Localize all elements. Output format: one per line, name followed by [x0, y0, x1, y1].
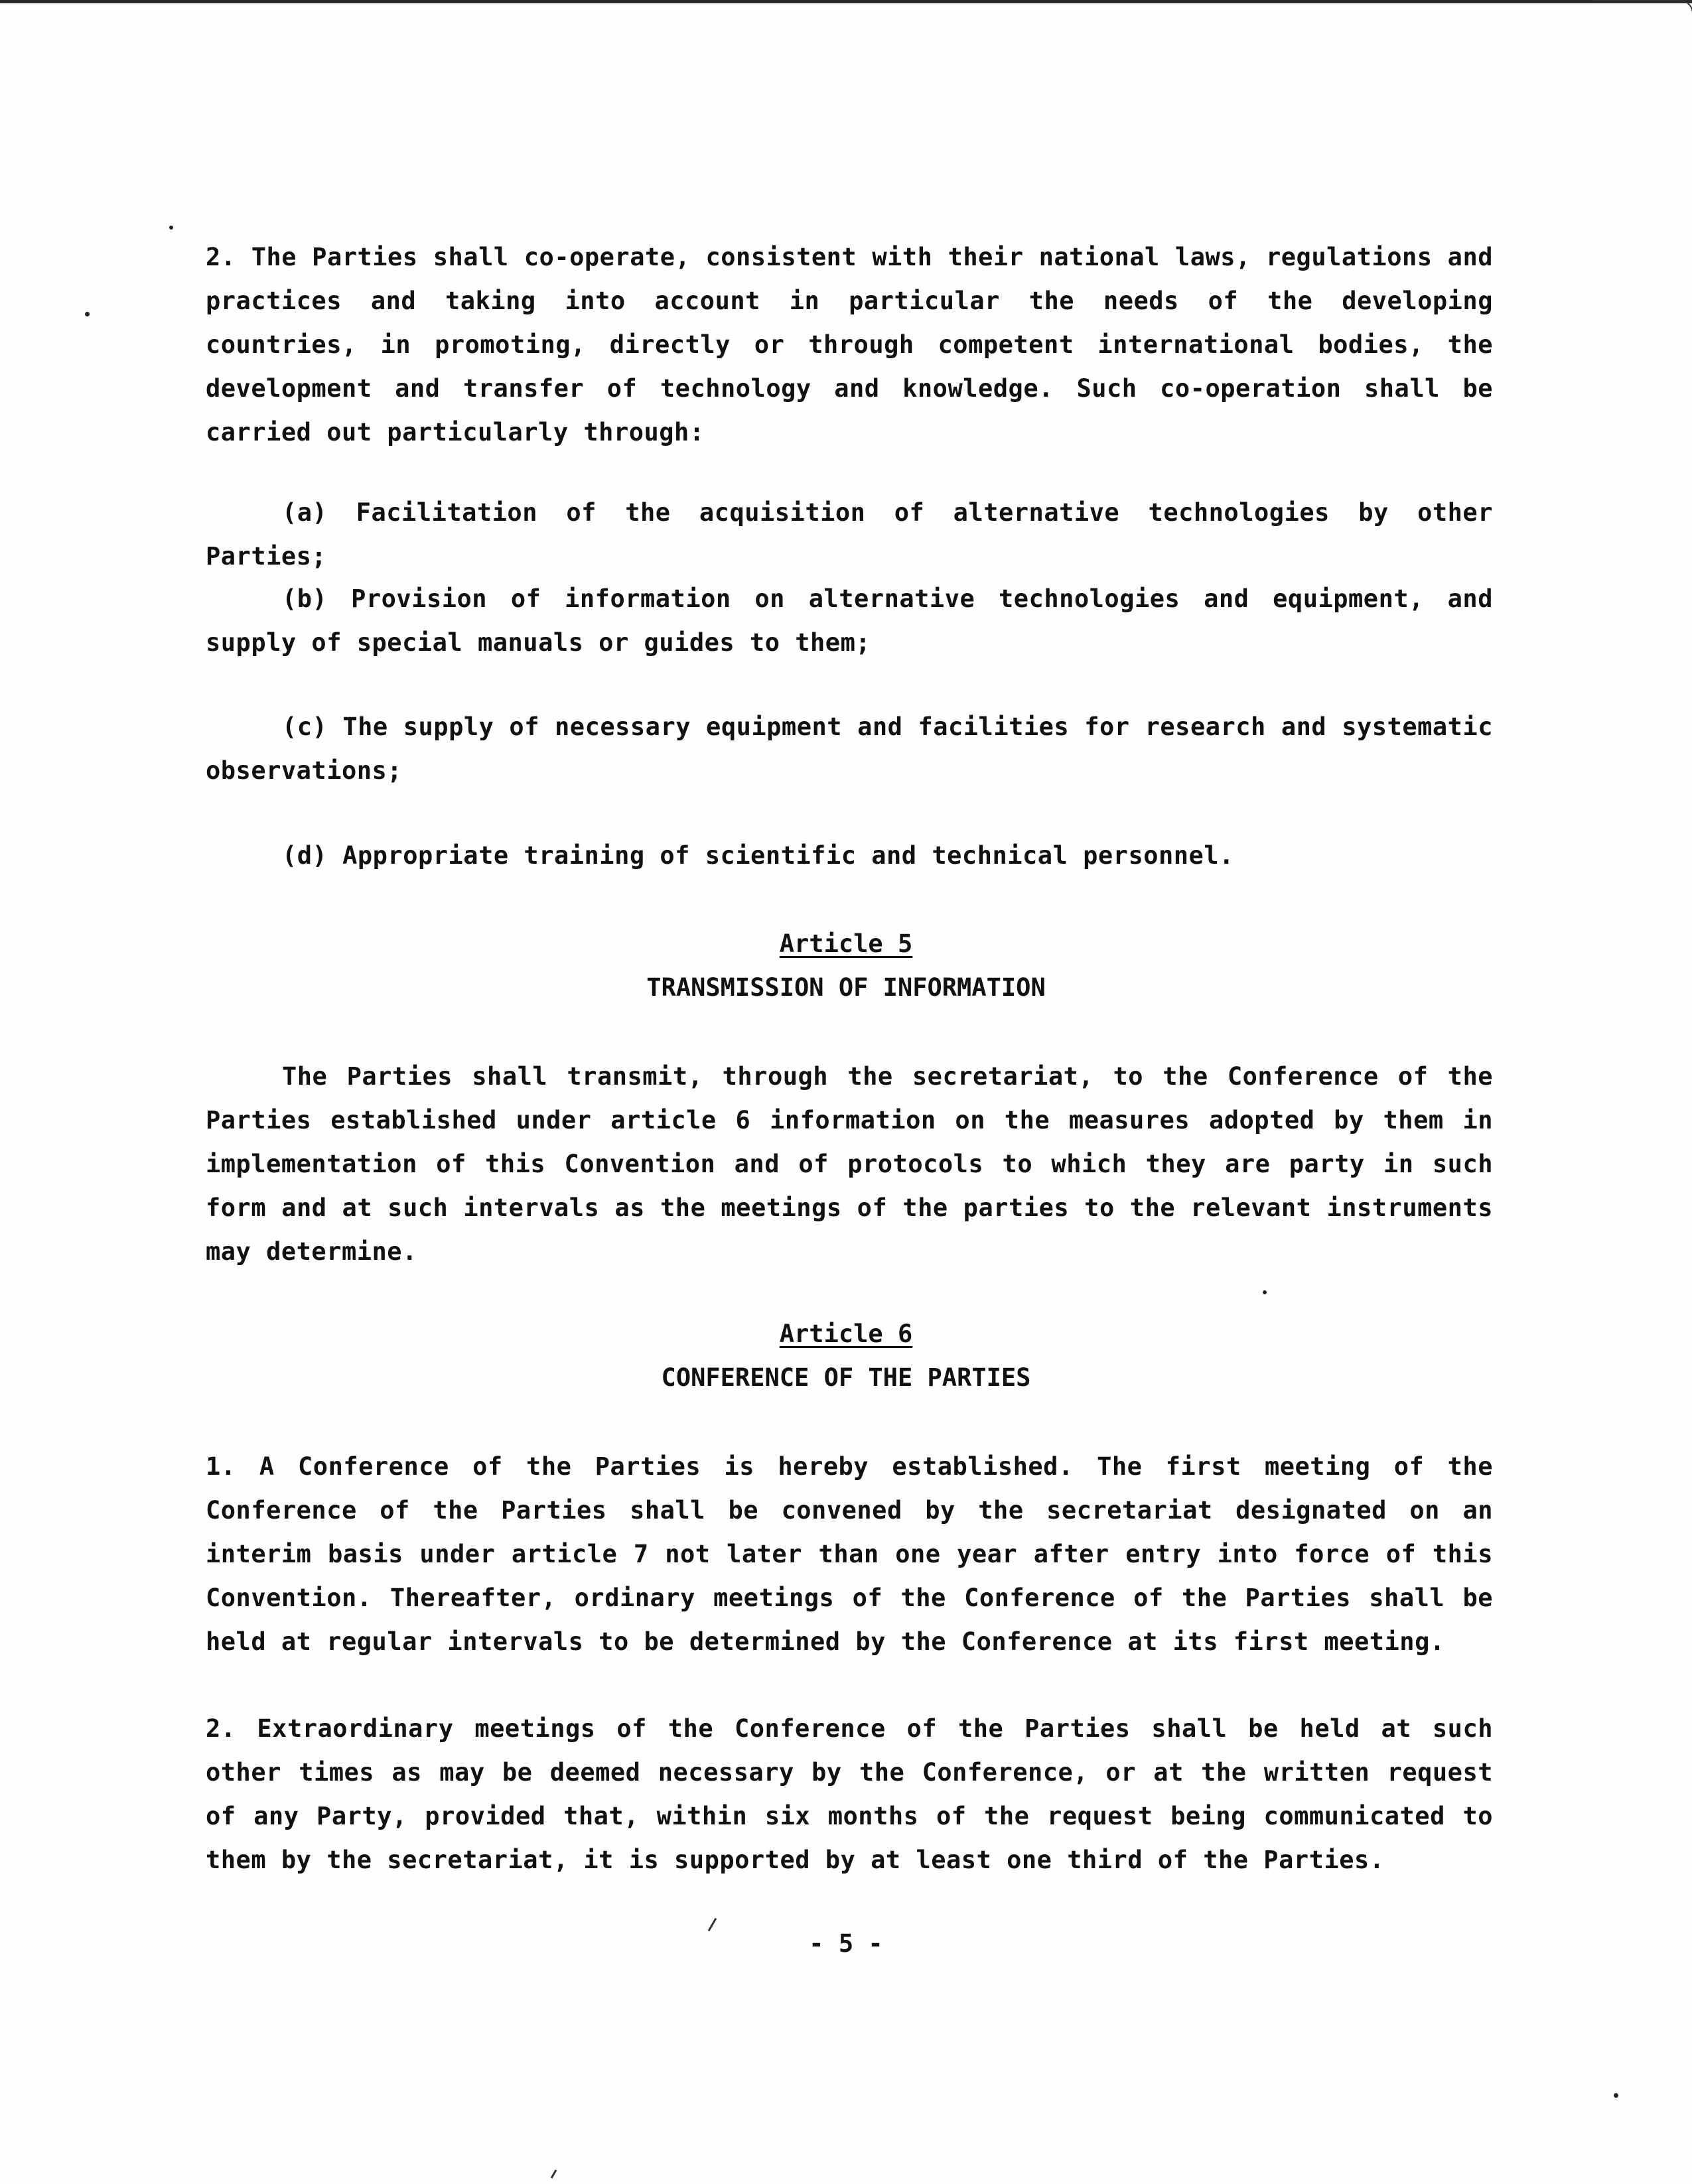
- article-4-item-a: (a) Facilitation of the acquisition of alternative technologies by other Parties;: [206, 498, 1493, 571]
- article-6-heading: [0, 1312, 1692, 1356]
- article-5-heading: [0, 922, 1692, 966]
- article-5-body: The Parties shall transmit, through the secretariat, to the Conference of the Parties established under article 6 information on the measures adopted by them in implementation of this Convention and of protocols to which they are party in such form and at such intervals as the meetings of the parties to the relevant instruments may determine.: [206, 1062, 1493, 1266]
- article-4-paragraph-2: 2. The Parties shall co-operate, consistent with their national laws, regulations and practices and taking into account in particular the needs of the developing countries, in promoting, directly or through competent international bodies, the development and transfer of technology and knowledge. Such co-operation shall be carried out particularly through:: [206, 243, 1493, 446]
- top-border-line: [0, 0, 1692, 3]
- article-4-item-c: (c) The supply of necessary equipment and facilities for research and systematic observations;: [206, 713, 1493, 785]
- top-right-corner-mark: [1592, 0, 1692, 19]
- scan-stray-mark: [551, 2169, 557, 2179]
- article-6-number: Article 6: [779, 1320, 913, 1348]
- article-6-paragraph-1: 1. A Conference of the Parties is hereby established. The first meeting of the Conference of the Parties shall be convened by the secretariat designated on an interim basis under article 7 not later than one year after entry into force of this Convention. Thereafter, ordinary meetings of the Conference of the Parties shall be held at regular intervals to be determined by the Conference at its first meeting.: [206, 1452, 1493, 1656]
- article-5-number: Article 5: [779, 929, 913, 958]
- article-4-item-b: (b) Provision of information on alternative technologies and equipment, and supply of special manuals or guides to them;: [206, 584, 1493, 657]
- article-5-title: TRANSMISSION OF INFORMATION: [646, 973, 1046, 1002]
- article-6-title: CONFERENCE OF THE PARTIES: [661, 1363, 1031, 1392]
- article-6-paragraph-2: 2. Extraordinary meetings of the Conference of the Parties shall be held at such other times as may be deemed necessary by the Conference, or at the written request of any Party, provided that, within six months of the request being communicated to them by the secretariat, it is supported by at least one third of the Parties.: [206, 1714, 1493, 1874]
- article-4-item-d: (d) Appropriate training of scientific and technical personnel.: [282, 841, 1234, 870]
- scan-speck: [169, 226, 173, 230]
- scan-speck: [1263, 1290, 1267, 1294]
- scan-speck: [1614, 2093, 1618, 2098]
- scan-speck: [85, 312, 90, 316]
- page-number: - 5 -: [809, 1929, 883, 1958]
